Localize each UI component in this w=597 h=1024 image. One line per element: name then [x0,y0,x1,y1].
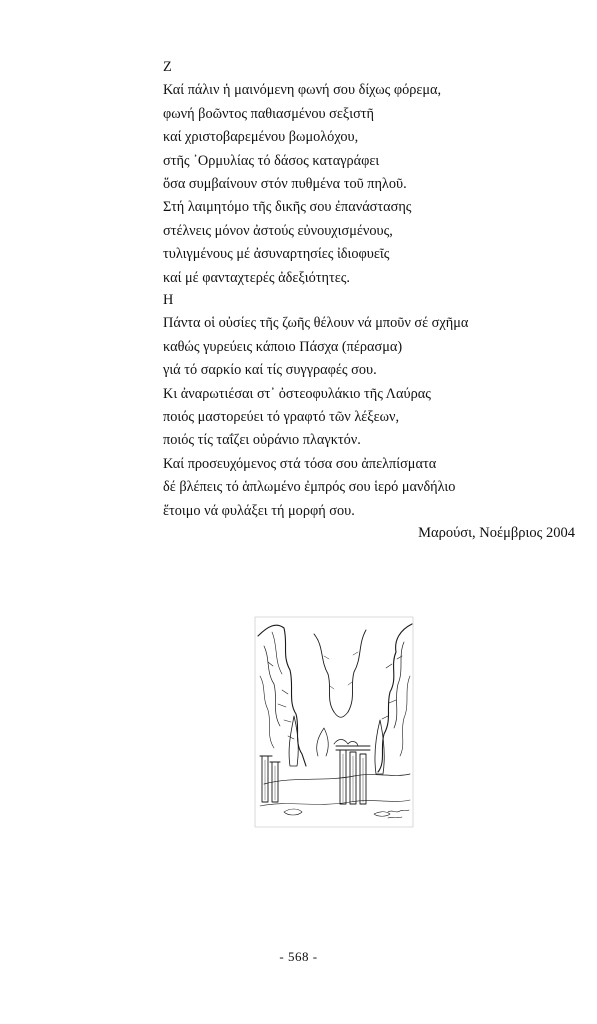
poem-line: Στή λαιμητόμο τῆς δικῆς σου ἐπανάστασης [163,199,412,216]
poem-line: Πάντα οἱ οὐσίες τῆς ζωῆς θέλουν νά μποῦν σέ σχῆμα [163,315,469,332]
poem-line: ποιός μαστορεύει τό γραφτό τῶν λέξεων, [163,409,400,426]
poem-line: καί μέ φανταχτερές ἀδεξιότητες. [163,269,350,286]
poem-line: Καί πάλιν ἡ μαινόμενη φωνή σου δίχως φόρεμα, [163,82,442,99]
stanza-letter: Ζ [163,59,172,75]
poem-line: στῆς ᾿Ορμυλίας τό δάσος καταγράφει [163,152,380,169]
poem-line: τυλιγμένους μέ ἀσυναρτησίες ἰδιοφυεῖς [163,246,390,263]
poem-stanza-h [163,289,563,523]
poem-line: Καί προσευχόμενος στά τόσα σου ἀπελπίσματα [163,455,437,472]
poem-line: ποιός τίς ταΐζει οὐράνιο πλαγκτόν. [163,432,361,449]
poem-line: δέ βλέπεις τό ἁπλωμένο ἐμπρός σου ἱερό μανδήλιο [163,479,456,496]
page-number: - 568 - [279,949,318,964]
gorge-ruins-illustration [254,616,414,828]
poem-line: καθώς γυρεύεις κάποιο Πάσχα (πέρασμα) [163,338,403,355]
poem-line: στέλνεις μόνον ἀστούς εὐνουχισμένους, [163,222,393,239]
place-date-signature: Μαρούσι, Νοέμβριος 2004 [418,525,575,541]
poem-line: γιά τό σαρκίο καί τίς συγγραφές σου. [163,362,377,379]
stanza-letter: Η [163,292,174,308]
poem-line: ἕτοιμο νά φυλάξει τή μορφή σου. [163,502,355,519]
poem-stanza-z [163,56,563,290]
poem-line: φωνή βοῶντος παθιασμένου σεξιστῆ [163,105,374,122]
poem-line: Κι ἀναρωτιέσαι στ᾿ ὀστεοφυλάκιο τῆς Λαύρας [163,385,431,402]
poem-line: ὅσα συμβαίνουν στόν πυθμένα τοῦ πηλοῦ. [163,176,407,193]
poem-line: καί χριστοβαρεμένου βωμολόχου, [163,129,359,146]
